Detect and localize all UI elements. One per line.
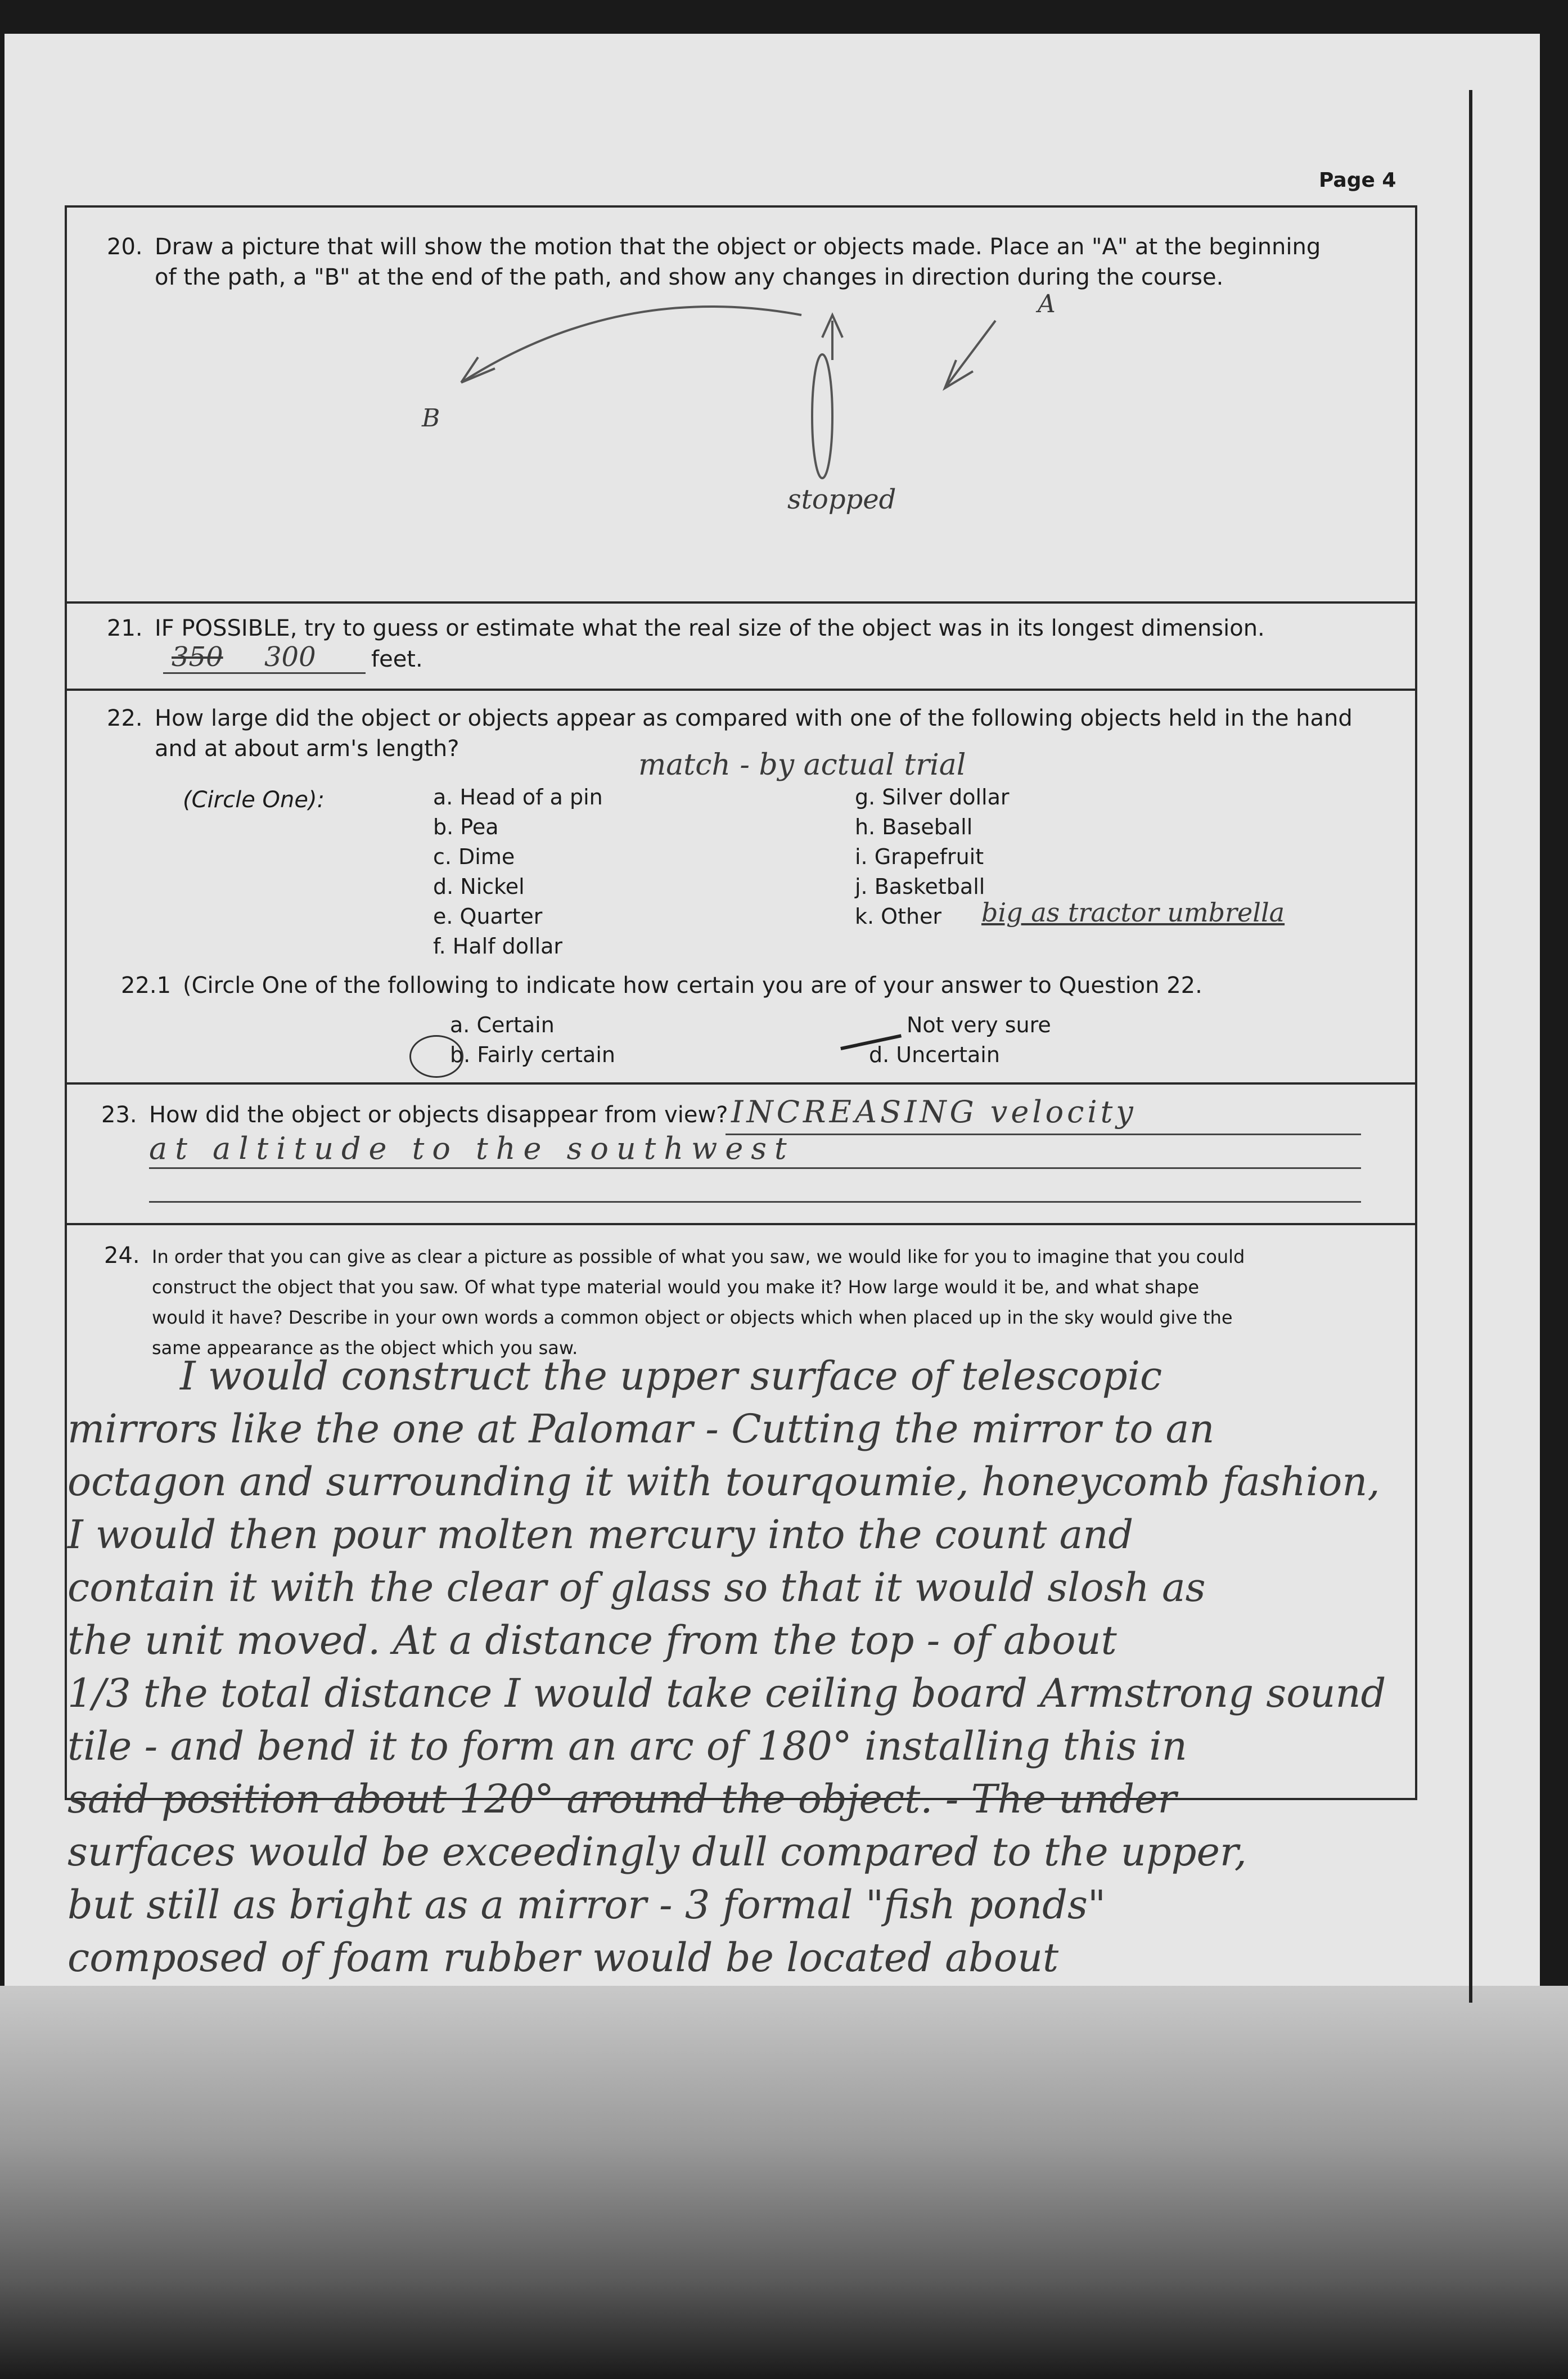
handwritten-answer xyxy=(67,1353,1462,1987)
answer-line-text: I would construct the upper surface of telescopic xyxy=(180,1353,1163,1399)
option-c[interactable]: c. Dime xyxy=(433,844,515,869)
option-f[interactable]: f. Half dollar xyxy=(433,934,563,959)
question-number: 21. xyxy=(107,615,143,641)
handwritten-note: match - by actual trial xyxy=(638,748,966,782)
size-answer-struck: 350 xyxy=(172,641,223,673)
certainty-option-c[interactable]: Not very sure xyxy=(907,1013,1051,1037)
question-22-1 xyxy=(121,970,1386,1001)
disappear-answer-line2: at altitude to the southwest xyxy=(149,1131,795,1166)
question-20 xyxy=(107,232,1400,293)
divider-23-24 xyxy=(67,1223,1415,1225)
circle-one-label: (Circle One): xyxy=(183,787,325,813)
question-text: IF POSSIBLE, try to guess or estimate what the real size of the object was in its longest dimension. xyxy=(155,615,1265,641)
page-edge xyxy=(1469,90,1472,2003)
question-text: construct the object that you saw. Of what type material would you make it? How large would it be, and what shape xyxy=(152,1276,1199,1298)
answer-line xyxy=(149,1201,1361,1203)
sketch-note: stopped xyxy=(787,484,896,515)
option-e[interactable]: e. Quarter xyxy=(433,904,543,929)
answer-line-text: contain it with the clear of glass so that it would slosh as xyxy=(67,1564,1206,1611)
option-i[interactable]: i. Grapefruit xyxy=(855,844,984,869)
certainty-option-d[interactable]: d. Uncertain xyxy=(869,1042,1000,1067)
question-21 xyxy=(107,613,1400,644)
question-text: How did the object or objects disappear from view? xyxy=(149,1102,728,1128)
certainty-option-b[interactable]: b. Fairly certain xyxy=(450,1042,615,1067)
question-23 xyxy=(101,1100,728,1130)
sketch-label-b: B xyxy=(422,404,440,433)
option-b[interactable]: b. Pea xyxy=(433,815,499,839)
question-number: 22.1 xyxy=(121,973,172,999)
question-24 xyxy=(104,1240,1403,1363)
answer-line-text: surfaces would be exceedingly dull compared to the upper, xyxy=(67,1829,1247,1875)
question-text: (Circle One of the following to indicate how certain you are of your answer to Question 22. xyxy=(183,973,1202,999)
answer-circle xyxy=(409,1035,463,1078)
answer-line-text: but still as bright as a mirror - 3 formal "fish ponds" xyxy=(67,1882,1106,1928)
answer-line xyxy=(726,1134,1361,1135)
question-text: and at about arm's length? xyxy=(155,736,459,762)
option-a[interactable]: a. Head of a pin xyxy=(433,785,603,810)
question-number: 23. xyxy=(101,1102,137,1128)
option-h[interactable]: h. Baseball xyxy=(855,815,973,839)
question-text: In order that you can give as clear a picture as possible of what you saw, we would like for you to imagine that you could xyxy=(152,1246,1245,1267)
option-d[interactable]: d. Nickel xyxy=(433,874,525,899)
answer-line-text: said position about 120° around the object. - The under xyxy=(67,1776,1177,1822)
answer-line xyxy=(163,672,366,674)
other-answer: big as tractor umbrella xyxy=(981,897,1285,928)
question-number: 24. xyxy=(104,1243,140,1269)
option-k[interactable]: k. Other xyxy=(855,904,942,929)
certainty-option-a[interactable]: a. Certain xyxy=(450,1013,555,1037)
divider-21-22 xyxy=(67,689,1415,691)
question-number: 22. xyxy=(107,705,143,731)
divider-20-21 xyxy=(67,601,1415,604)
question-number: 20. xyxy=(107,234,143,260)
answer-line-text: I would then pour molten mercury into the count and xyxy=(67,1512,1134,1558)
size-answer: 300 xyxy=(264,641,316,673)
divider-22-23 xyxy=(67,1082,1415,1085)
question-text: How large did the object or objects appear as compared with one of the following objects held in the hand xyxy=(155,705,1353,731)
answer-line-text: octagon and surrounding it with tourqoumie, honeycomb fashion, xyxy=(67,1459,1380,1505)
unit-label: feet. xyxy=(371,646,423,672)
answer-line-text: tile - and bend it to form an arc of 180° installing this in xyxy=(67,1723,1187,1769)
answer-line-text: the unit moved. At a distance from the top - of about xyxy=(67,1617,1117,1663)
answer-line-text: 1/3 the total distance I would take ceiling board Armstrong sound xyxy=(67,1670,1386,1716)
answer-line xyxy=(149,1167,1361,1169)
page-number: Page 4 xyxy=(1319,169,1396,192)
sketch-label-a: A xyxy=(1038,290,1056,318)
option-j[interactable]: j. Basketball xyxy=(855,874,985,899)
question-text: would it have? Describe in your own words a common object or objects which when placed up in the sky would give the xyxy=(152,1307,1233,1328)
question-text: of the path, a "B" at the end of the path, and show any changes in direction during the course. xyxy=(155,264,1224,290)
question-text: Draw a picture that will show the motion that the object or objects made. Place an "A" at the beginning xyxy=(155,234,1321,260)
scan-background xyxy=(0,1986,1568,2379)
disappear-answer-line1: INCREASING velocity xyxy=(731,1094,1137,1130)
question-text: same appearance as the object which you saw. xyxy=(152,1337,578,1359)
option-g[interactable]: g. Silver dollar xyxy=(855,785,1010,810)
answer-line-text: mirrors like the one at Palomar - Cutting the mirror to an xyxy=(67,1406,1215,1452)
answer-line-text: composed of foam rubber would be located about xyxy=(67,1935,1059,1981)
